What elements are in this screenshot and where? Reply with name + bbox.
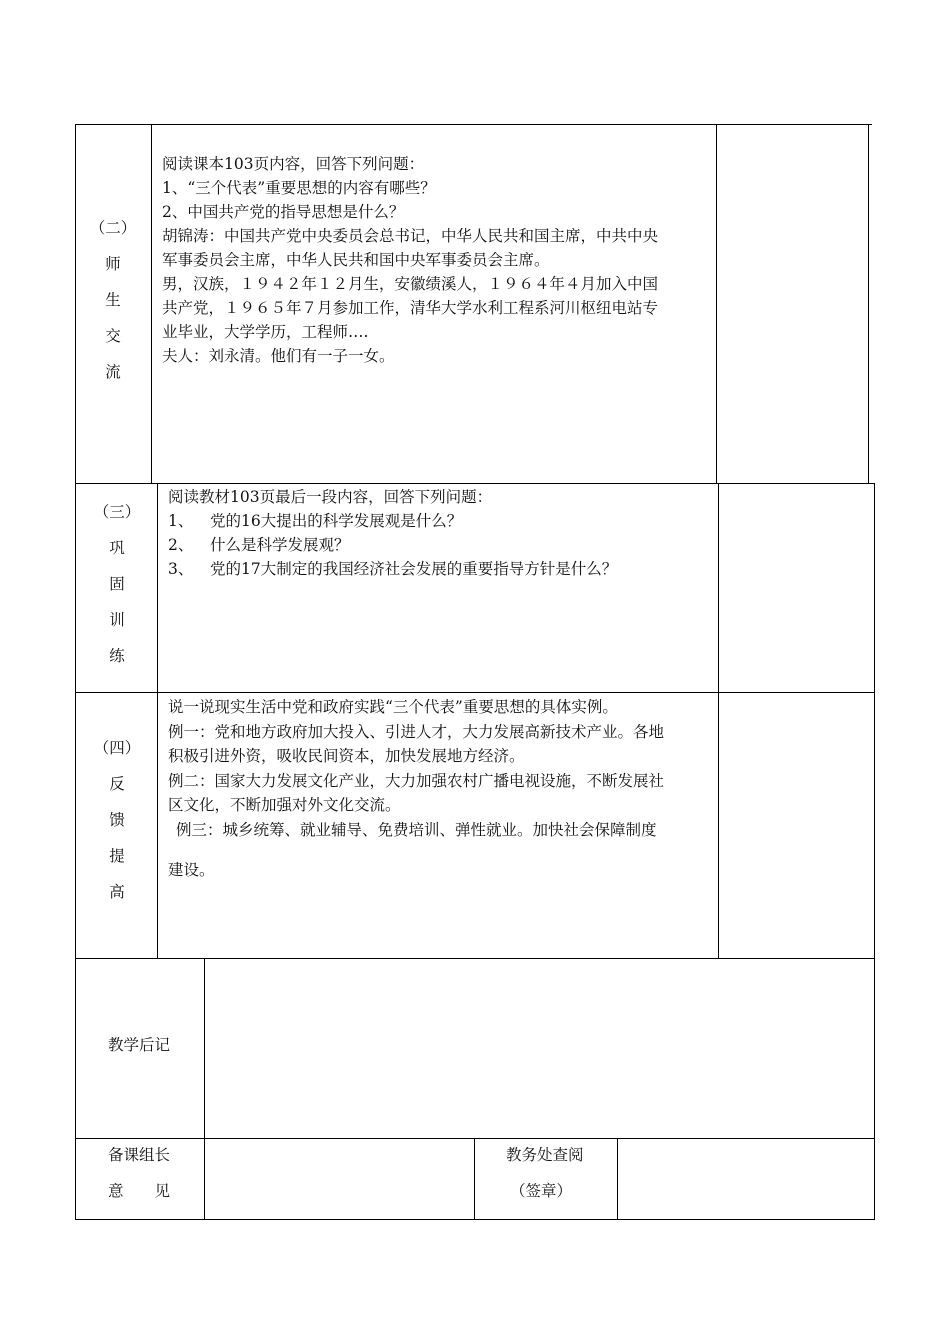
- content-line: 阅读课本103页内容，回答下列问题：: [162, 155, 425, 173]
- content-line: 夫人：刘永清。他们有一子一女。: [162, 347, 395, 365]
- content-line: 建设。: [168, 861, 215, 879]
- section-4-label-line: （四）: [93, 739, 141, 757]
- section-4-content: [168, 695, 664, 883]
- content-line: 例三：城乡统筹、就业辅导、免费培训、弹性就业。加快社会保障制度: [176, 820, 657, 839]
- section-2-label-line: 生: [105, 291, 121, 309]
- content-line: 军事委员会主席，中华人民共和国中央军事委员会主席。: [162, 251, 550, 269]
- question-number: 2、: [168, 536, 194, 554]
- section-4-label-line: 提: [109, 847, 125, 865]
- section-4-label: [79, 730, 155, 910]
- question-item: [168, 557, 617, 581]
- content-line: 2、中国共产党的指导思想是什么？: [162, 203, 405, 221]
- section-3-label-line: 训: [109, 611, 125, 629]
- postscript-label: 教学后记: [108, 1036, 171, 1054]
- group-leader-opinion-label: 意 见: [108, 1182, 171, 1200]
- section-2-content: [162, 152, 658, 368]
- content-line: 积极引进外资，吸收民间资本，加快发展地方经济。: [168, 747, 525, 765]
- content-line: 男，汉族，１９４２年１２月生，安徽绩溪人，１９６４年４月加入中国: [162, 275, 659, 293]
- office-review-label: 教务处查阅: [506, 1146, 584, 1164]
- section-2-label-line: 交: [105, 327, 121, 345]
- question-number: 3、: [168, 560, 194, 578]
- question-item: [168, 533, 617, 557]
- section-3-label-line: 巩: [109, 539, 125, 557]
- question-text: 党的16大提出的科学发展观是什么？: [210, 512, 463, 530]
- content-line: 业毕业，大学学历，工程师….: [162, 323, 369, 341]
- content-line: 例一：党和地方政府加大投入、引进人才，大力发展高新技术产业。各地: [168, 722, 665, 741]
- content-line: 说一说现实生活中党和政府实践“三个代表”重要思想的具体实例。: [168, 698, 618, 716]
- content-line: 阅读教材103页最后一段内容，回答下列问题：: [168, 488, 493, 506]
- content-line: 区文化，不断加强对外文化交流。: [168, 796, 401, 814]
- section-2-label: [75, 210, 151, 390]
- content-line: 例二：国家大力发展文化产业，大力加强农村广播电视设施，不断发展社: [168, 771, 665, 790]
- section-2-label-line: （二）: [89, 219, 137, 237]
- section-3-content: [168, 485, 617, 581]
- section-4-label-line: 反: [109, 775, 125, 793]
- section-3-label: [79, 494, 155, 674]
- section-3-label-line: 固: [109, 575, 125, 593]
- section-3-label-line: （三）: [93, 503, 141, 521]
- content-line: 1、“三个代表”重要思想的内容有哪些？: [162, 179, 436, 197]
- content-line: 胡锦涛：中国共产党中央委员会总书记，中华人民共和国主席，中共中央: [162, 227, 659, 245]
- section-4-label-line: 馈: [109, 811, 125, 829]
- section-2-label-line: 流: [105, 363, 121, 381]
- question-text: 党的17大制定的我国经济社会发展的重要指导方针是什么？: [210, 560, 618, 578]
- section-3-label-line: 练: [109, 647, 125, 665]
- section-4-label-line: 高: [109, 883, 125, 901]
- content-line: 共产党，１９６５年７月参加工作，清华大学水利工程系河川枢纽电站专: [162, 299, 659, 317]
- question-text: 什么是科学发展观？: [210, 536, 350, 554]
- section-2-label-line: 师: [105, 255, 121, 273]
- question-number: 1、: [168, 512, 194, 530]
- group-leader-label: 备课组长: [108, 1146, 171, 1164]
- office-signature-label: （签章）: [510, 1182, 573, 1200]
- question-item: [168, 509, 617, 533]
